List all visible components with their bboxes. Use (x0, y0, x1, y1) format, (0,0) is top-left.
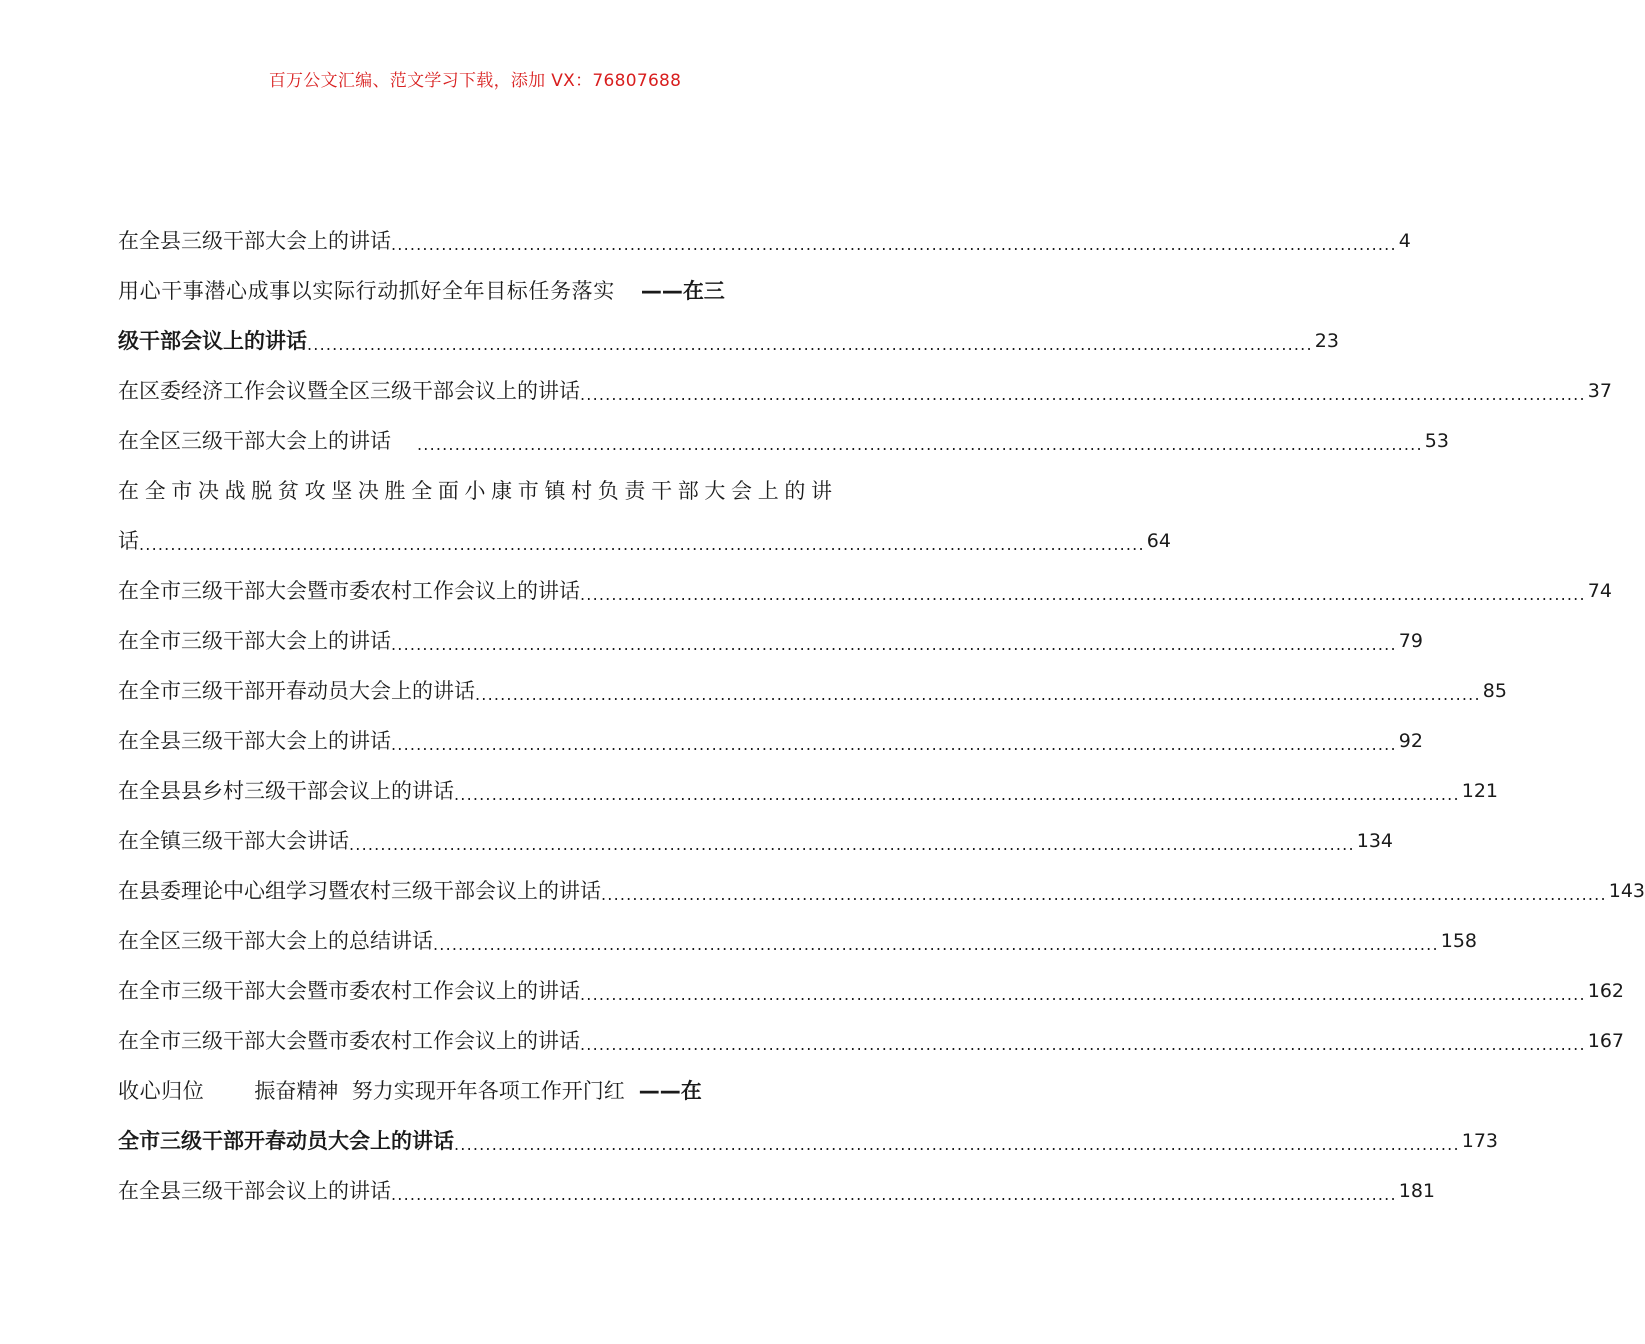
toc-leader-dots: ................................................................................................................................................................ (391, 1185, 1397, 1204)
toc-entry[interactable] (118, 1066, 832, 1116)
toc-leader-dots: ................................................................................................................................................................ (580, 985, 1586, 1004)
toc-entry-page: 37 (1587, 380, 1612, 402)
toc-leader-dots: ................................................................................................................................................................ (391, 235, 1397, 254)
toc-entry[interactable] (118, 866, 1645, 916)
toc-entry-title: 用心干事潜心成事以实际行动抓好全年目标任务落实 (118, 279, 615, 303)
toc-entry-title: 在全县三级干部大会上的讲话 (118, 729, 391, 753)
toc-entry-title: 收心归位 (118, 1079, 205, 1103)
toc-entry-title-tail: ——在 (638, 1079, 702, 1103)
toc-leader-dots: ................................................................................................................................................................ (601, 885, 1607, 904)
toc-entry[interactable] (118, 416, 1449, 466)
toc-entry-title: 在全市三级干部大会暨市委农村工作会议上的讲话 (118, 979, 580, 1003)
toc-entry[interactable] (118, 566, 1612, 616)
toc-entry[interactable] (118, 1116, 1499, 1166)
toc-entry-page: 181 (1398, 1180, 1436, 1202)
toc-entry-page: 64 (1146, 530, 1171, 552)
toc-entry-page: 158 (1440, 930, 1478, 952)
toc-entry-title-mid: 振奋精神 努力实现开年各项工作开门红 (254, 1079, 625, 1103)
toc-entry-title: 在全县三级干部大会上的讲话 (118, 229, 391, 253)
toc-entry[interactable] (118, 1016, 1625, 1066)
toc-leader-dots: ................................................................................................................................................................ (475, 685, 1481, 704)
toc-leader-dots: ................................................................................................................................................................ (391, 735, 1397, 754)
toc-entry-title: 在全市三级干部开春动员大会上的讲话 (118, 679, 475, 703)
toc-leader-dots: ................................................................................................................................................................ (580, 385, 1586, 404)
toc-entry-title: 在全镇三级干部大会讲话 (118, 829, 349, 853)
toc-entry-page: 143 (1608, 880, 1645, 902)
toc-entry[interactable] (118, 216, 1411, 266)
toc-entry[interactable] (118, 666, 1507, 716)
toc-leader-dots: ................................................................................................................................................................ (391, 635, 1397, 654)
toc-entry-page: 74 (1587, 580, 1612, 602)
toc-entry-title: 在全市三级干部大会暨市委农村工作会议上的讲话 (118, 1029, 580, 1053)
toc-entry-title: 在全市决战脱贫攻坚决胜全面小康市镇村负责干部大会上的讲 (118, 479, 832, 503)
toc-entry-page: 173 (1461, 1130, 1499, 1152)
toc-entry[interactable] (118, 266, 832, 316)
toc-leader-dots: ................................................................................................................................................................ (349, 835, 1355, 854)
toc-entry[interactable] (118, 716, 1423, 766)
toc-entry-page: 85 (1482, 680, 1507, 702)
toc-leader-dots: ................................................................................................................................................................ (454, 785, 1460, 804)
toc-entry-page: 167 (1587, 1030, 1625, 1052)
toc-entry-title: 在全市三级干部大会上的讲话 (118, 629, 391, 653)
toc-entry-title: 在全县县乡村三级干部会议上的讲话 (118, 779, 454, 803)
toc-entry[interactable] (118, 366, 1612, 416)
toc-entry-title: 在全区三级干部大会上的总结讲话 (118, 929, 433, 953)
toc-entry-page: 134 (1356, 830, 1394, 852)
toc-leader-dots: ................................................................................................................................................................ (454, 1135, 1460, 1154)
toc-entry-page: 162 (1587, 980, 1625, 1002)
toc-entry-title: 全市三级干部开春动员大会上的讲话 (118, 1129, 454, 1153)
toc-entry-page: 92 (1398, 730, 1423, 752)
toc-leader-dots: ................................................................................................................................................................ (139, 535, 1145, 554)
toc-entry[interactable] (118, 966, 1625, 1016)
toc-entry-page: 53 (1424, 430, 1449, 452)
toc-entry[interactable] (118, 316, 1339, 366)
toc-entry[interactable] (118, 816, 1394, 866)
toc-entry-page: 121 (1461, 780, 1499, 802)
toc-entry-title: 话 (118, 529, 139, 553)
header-watermark-text: 百万公文汇编、范文学习下载，添加 VX：76807688 (268, 71, 682, 91)
toc-entry[interactable] (118, 766, 1499, 816)
table-of-contents (118, 216, 1645, 1216)
toc-leader-dots: ................................................................................................................................................................ (580, 585, 1586, 604)
toc-entry[interactable] (118, 516, 1171, 566)
toc-entry-page: 4 (1398, 230, 1411, 252)
toc-entry-page: 23 (1314, 330, 1339, 352)
toc-entry-title: 级干部会议上的讲话 (118, 329, 307, 353)
toc-leader-dots: ................................................................................................................................................................ (417, 435, 1423, 454)
toc-entry[interactable] (118, 616, 1423, 666)
toc-entry-page: 79 (1398, 630, 1423, 652)
toc-entry-title: 在区委经济工作会议暨全区三级干部会议上的讲话 (118, 379, 580, 403)
toc-entry-title: 在全市三级干部大会暨市委农村工作会议上的讲话 (118, 579, 580, 603)
toc-entry[interactable] (118, 466, 832, 516)
toc-entry-title: 在全县三级干部会议上的讲话 (118, 1179, 391, 1203)
toc-entry[interactable] (118, 1166, 1436, 1216)
toc-entry-title: 在县委理论中心组学习暨农村三级干部会议上的讲话 (118, 879, 601, 903)
toc-leader-dots: ................................................................................................................................................................ (580, 1035, 1586, 1054)
toc-entry-title-tail: ——在三 (640, 279, 725, 303)
toc-leader-dots: ................................................................................................................................................................ (307, 335, 1313, 354)
toc-entry-title: 在全区三级干部大会上的讲话 (118, 429, 391, 453)
toc-leader-dots: ................................................................................................................................................................ (433, 935, 1439, 954)
toc-entry[interactable] (118, 916, 1478, 966)
